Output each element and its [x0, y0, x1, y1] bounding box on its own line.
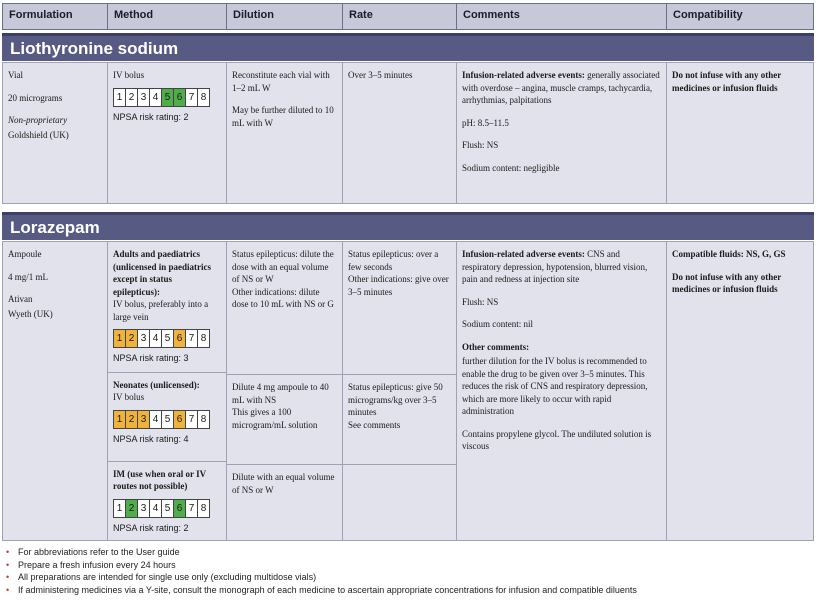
- risk-box-6: 6: [173, 499, 186, 518]
- footnote: • If administering medicines via a Y-site, consult the monograph of each medicine to ascertain appropriate concentrations for infusion and compatible diluents: [6, 584, 637, 597]
- risk-box-3: 3: [137, 88, 150, 107]
- risk-box-5: 5: [161, 410, 174, 429]
- risk-box-1: 1: [113, 499, 126, 518]
- header-compatibility: Compatibility: [673, 9, 743, 21]
- header-rate: Rate: [343, 4, 457, 29]
- risk-box-2: 2: [125, 88, 138, 107]
- risk-rating-scale: [113, 329, 221, 348]
- compatibility-cell: Do not infuse with any other medicines or infusion fluids: [672, 70, 782, 93]
- risk-box-2: 2: [125, 499, 138, 518]
- risk-box-5: 5: [161, 499, 174, 518]
- risk-box-3: 3: [137, 410, 150, 429]
- risk-box-8: 8: [197, 499, 210, 518]
- risk-box-7: 7: [185, 88, 198, 107]
- header-method: Method: [108, 4, 227, 29]
- risk-box-6: 6: [173, 88, 186, 107]
- drug-title-lorazepam: Lorazepam: [2, 212, 814, 240]
- drug-row-liothyronine: [2, 62, 814, 204]
- method-cell: IV bolus 1 2 3 4 5 6 7 8 NPSA risk rating: 2: [108, 63, 227, 203]
- footnote: • All preparations are intended for single use only (excluding multidose vials): [6, 571, 637, 584]
- table-header: [2, 3, 814, 30]
- footnote: • For abbreviations refer to the User guide: [6, 546, 637, 559]
- npsa-risk-label: NPSA risk rating: 3: [113, 353, 189, 363]
- method-adults: Adults and paediatrics (unlicensed in paediatrics except in status epilepticus): IV bolus, preferably into a large vein 1 2 3 4 5 6 7 8 NPSA risk rating: 3: [108, 242, 226, 373]
- risk-box-4: 4: [149, 499, 162, 518]
- header-dilution: Dilution: [227, 4, 343, 29]
- npsa-risk-label: NPSA risk rating: 4: [113, 433, 189, 444]
- npsa-risk-label: NPSA risk rating: 2: [113, 522, 189, 533]
- risk-box-4: 4: [149, 410, 162, 429]
- rate-cell: Status epilepticus: over a few seconds Other indications: give over 3–5 minutes Status epilepticus: give 50 micrograms/kg over 3–5 minutes See comments: [343, 242, 457, 540]
- risk-box-5: 5: [161, 329, 174, 348]
- method-im: IM (use when oral or IV routes not possible) 1 2 3 4 5 6 7 8 NPSA risk rating: 2: [108, 462, 226, 541]
- risk-box-3: 3: [137, 329, 150, 348]
- risk-rating-scale: [113, 499, 221, 518]
- risk-box-7: 7: [185, 329, 198, 348]
- comments-cell: Infusion-related adverse events: generally associated with overdose – angina, muscle cramps, tachycardia, arrhythmias, palpitations pH: 8.5–11.5 Flush: NS Sodium content: negligible: [457, 63, 667, 203]
- risk-box-8: 8: [197, 329, 210, 348]
- comments-cell: Infusion-related adverse events: CNS and respiratory depression, hypotension, blurred vision, pain and redness at injection site Flush: NS Sodium content: nil Other comments: further dilution for the IV bolus is recommended to enable the drug to be given over 3–5 minutes. This reduces the risk of CNS and respiratory depression, which are more likely to occur with rapid administration Contains propylene glycol. The undiluted solution is viscous: [457, 242, 667, 540]
- risk-rating-scale: [113, 88, 221, 107]
- rate-cell: Over 3–5 minutes: [343, 63, 457, 203]
- header-formulation: Formulation: [3, 4, 108, 29]
- footnote: • Prepare a fresh infusion every 24 hours: [6, 559, 637, 572]
- method-cell: [108, 242, 227, 540]
- risk-box-7: 7: [185, 410, 198, 429]
- risk-box-7: 7: [185, 499, 198, 518]
- method-neonates: Neonates (unlicensed): IV bolus 1 2 3 4 5 6 7 8 NPSA risk rating: 4: [108, 373, 226, 462]
- dilution-cell: Reconstitute each vial with 1–2 mL W May be further diluted to 10 mL with W: [227, 63, 343, 203]
- risk-box-1: 1: [113, 410, 126, 429]
- drug-row-lorazepam: [2, 241, 814, 541]
- risk-box-2: 2: [125, 410, 138, 429]
- risk-box-1: 1: [113, 88, 126, 107]
- risk-box-4: 4: [149, 88, 162, 107]
- formulation-cell: Ampoule 4 mg/1 mL Ativan Wyeth (UK): [3, 242, 108, 540]
- header-comments: Comments: [457, 4, 667, 29]
- formulation-cell: Vial 20 micrograms Non-proprietary Goldshield (UK): [3, 63, 108, 203]
- compatibility-cell: Compatible fluids: NS, G, GS Do not infuse with any other medicines or infusion fluids: [672, 249, 786, 294]
- risk-box-5: 5: [161, 88, 174, 107]
- risk-box-6: 6: [173, 410, 186, 429]
- risk-box-4: 4: [149, 329, 162, 348]
- risk-rating-scale: [113, 410, 221, 429]
- drug-title-liothyronine: Liothyronine sodium: [2, 33, 814, 61]
- footnotes: [6, 546, 637, 596]
- risk-box-3: 3: [137, 499, 150, 518]
- dilution-cell: Status epilepticus: dilute the dose with an equal volume of NS or W Other indications: dilute dose to 10 mL with NS or G Dilute 4 mg ampoule to 40 mL with NS This gives a 100 microgram/mL solution Dilute with an equal volume of NS or W: [227, 242, 343, 540]
- risk-box-1: 1: [113, 329, 126, 348]
- risk-box-6: 6: [173, 329, 186, 348]
- risk-box-8: 8: [197, 410, 210, 429]
- risk-box-2: 2: [125, 329, 138, 348]
- npsa-risk-label: NPSA risk rating: 2: [113, 111, 189, 122]
- risk-box-8: 8: [197, 88, 210, 107]
